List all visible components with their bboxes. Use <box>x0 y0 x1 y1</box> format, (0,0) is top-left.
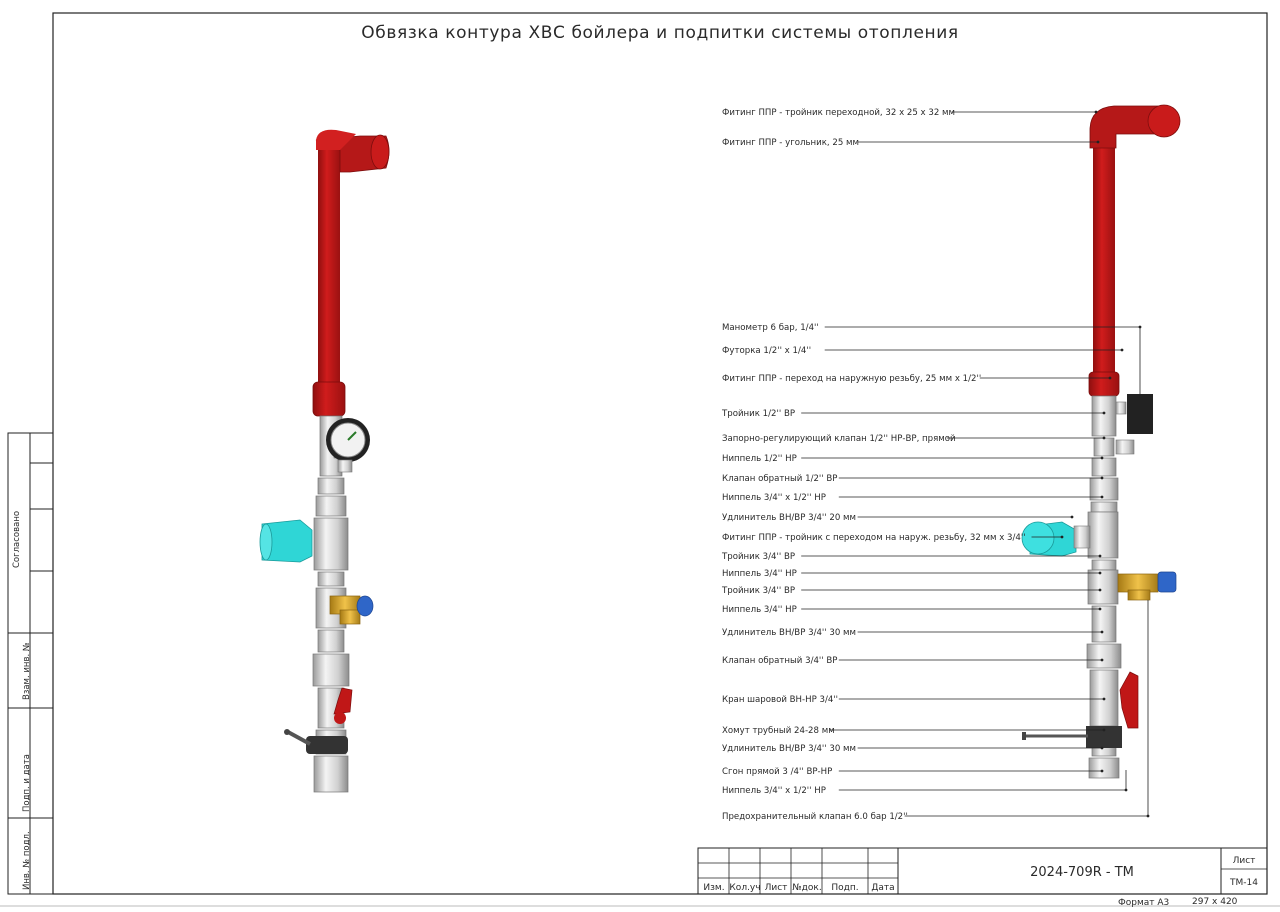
footer-format: Формат А3 <box>1118 898 1170 908</box>
callout-label-3: Манометр 6 бар, 1/4'' <box>722 323 819 333</box>
safety-valve-cap-left <box>357 596 373 616</box>
callout-label-2: Фитинг ППР - угольник, 25 мм <box>722 138 860 148</box>
callout-dot-20 <box>1103 729 1106 732</box>
tb-col-kol: Кол.уч <box>729 883 761 893</box>
callout-dot-12 <box>1061 536 1064 539</box>
callout-list <box>721 108 1149 822</box>
callout-label-5: Фитинг ППР - переход на наружную резьбу, 25 мм x 1/2'' <box>722 374 982 384</box>
callout-label-4: Футорка 1/2'' x 1/4'' <box>722 346 812 356</box>
ball-valve-handle-right <box>1120 672 1138 728</box>
callout-label-17: Удлинитель ВН/ВР 3/4'' 30 мм <box>722 628 857 638</box>
callout-label-18: Клапан обратный 3/4'' ВР <box>722 656 838 666</box>
callout-label-19: Кран шаровой ВН-НР 3/4'' <box>722 695 839 705</box>
stamp-sign-date: Подп. и дата <box>22 754 32 812</box>
assembly-3d-view <box>260 130 389 792</box>
footer-size: 297 x 420 <box>1192 897 1238 907</box>
callout-dot-9 <box>1101 477 1104 480</box>
side-stamp <box>8 433 53 894</box>
callout-dot-7 <box>1103 437 1106 440</box>
pipe-clamp-left <box>306 736 348 754</box>
tb-col-podp: Подп. <box>831 883 859 893</box>
callout-dot-11 <box>1071 516 1074 519</box>
tb-col-doc: №док. <box>792 883 822 893</box>
title-block <box>698 848 1267 894</box>
callout-dot-15 <box>1099 589 1102 592</box>
callout-dot-19 <box>1103 698 1106 701</box>
callout-label-1: Фитинг ППР - тройник переходной, 32 x 25 x 32 мм <box>722 108 956 118</box>
callout-dot-4 <box>1121 349 1124 352</box>
callout-dot-17 <box>1101 631 1104 634</box>
callout-label-15: Тройник 3/4'' ВР <box>722 586 796 596</box>
callout-label-16: Ниппель 3/4'' НР <box>722 605 797 615</box>
tb-col-list: Лист <box>764 883 788 893</box>
callout-dot-1 <box>1095 111 1098 114</box>
callout-label-20: Хомут трубный 24-28 мм <box>722 726 835 736</box>
callout-label-22: Сгон прямой 3 /4'' ВР-НР <box>722 767 833 777</box>
callout-label-9: Клапан обратный 1/2'' ВР <box>722 474 838 484</box>
assembly-front-view <box>1022 105 1180 778</box>
ppr-tee-reducing-right <box>1090 106 1158 148</box>
tb-col-data: Дата <box>871 883 895 893</box>
callout-label-10: Ниппель 3/4'' x 1/2'' НР <box>722 493 826 503</box>
callout-dot-22 <box>1101 770 1104 773</box>
callout-label-24: Предохранительный клапан 6.0 бар 1/2'' <box>722 812 908 822</box>
callout-label-8: Ниппель 1/2'' НР <box>722 454 797 464</box>
callout-dot-5 <box>1109 377 1112 380</box>
drawing-title: Обвязка контура ХВС бойлера и подпитки системы отопления <box>361 23 959 43</box>
callout-dot-8 <box>1101 457 1104 460</box>
callout-label-7: Запорно-регулирующий клапан 1/2'' НР-ВР, прямой <box>722 434 956 444</box>
callout-dot-2 <box>1097 141 1100 144</box>
ppr-pipe-right <box>1093 140 1115 380</box>
tb-sheet-label: Лист <box>1232 856 1256 866</box>
tb-sheet-value: ТМ-14 <box>1230 878 1258 888</box>
callout-label-12: Фитинг ППР - тройник с переходом на наруж. резьбу, 32 мм x 3/4'' <box>722 533 1026 543</box>
callout-label-14: Ниппель 3/4'' НР <box>722 569 797 579</box>
callout-label-6: Тройник 1/2'' ВР <box>722 409 796 419</box>
callout-dot-10 <box>1101 496 1104 499</box>
stamp-inv-orig: Инв. № подл. <box>22 831 32 890</box>
sheet-frame <box>53 13 1267 894</box>
callout-dot-18 <box>1101 659 1104 662</box>
callout-label-21: Удлинитель ВН/ВР 3/4'' 30 мм <box>722 744 857 754</box>
callout-dot-14 <box>1099 572 1102 575</box>
callout-dot-6 <box>1103 412 1106 415</box>
callout-dot-21 <box>1101 747 1104 750</box>
ppr-pipe-left <box>318 150 340 390</box>
stamp-agreed: Согласовано <box>12 510 22 568</box>
callout-label-13: Тройник 3/4'' ВР <box>722 552 796 562</box>
tb-document-code: 2024-709R - ТМ <box>1030 865 1134 880</box>
callout-dot-16 <box>1099 608 1102 611</box>
callout-label-23: Ниппель 3/4'' x 1/2'' НР <box>722 786 826 796</box>
tb-col-izm: Изм. <box>703 883 725 893</box>
callout-label-11: Удлинитель ВН/ВР 3/4'' 20 мм <box>722 513 857 523</box>
callout-dot-13 <box>1099 555 1102 558</box>
safety-valve-cap-right <box>1158 572 1176 592</box>
stamp-inv-replace: Взам. инв. № <box>22 642 32 700</box>
